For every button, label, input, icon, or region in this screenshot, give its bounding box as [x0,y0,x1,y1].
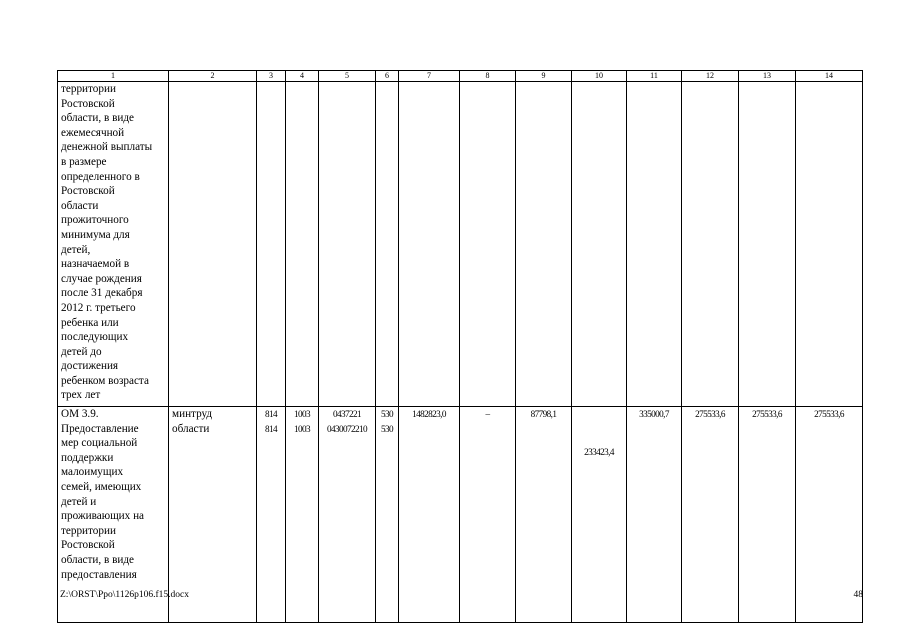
table-cell [169,82,257,407]
col-header: 4 [286,71,319,82]
table-cell [319,82,376,407]
table-cell [460,82,516,407]
table-cell [376,82,399,407]
col-header: 9 [516,71,572,82]
table-cell [796,82,863,407]
amount-cell: 275533,6 [682,407,739,623]
col-header: 5 [319,71,376,82]
measure-description: ОМ 3.9. Предоставление мер социальной поддержки малоимущих семей, имеющих детей и проживающих на территории Ростовской области, в виде предоставления [58,407,169,623]
col-header: 6 [376,71,399,82]
table-cell [399,82,460,407]
grbs-code-cell: 814 814 [257,407,286,623]
table-cell [627,82,682,407]
measure-description: территории Ростовской области, в виде ежемесячной денежной выплаты в размере определенного в Ростовской области прожиточного минимума для детей, назначаемой в случае рождения после 31 декабря 2012 г. третьего ребенка или последующих детей до достижения ребенком возраста трех лет [58,82,169,407]
col-header: 2 [169,71,257,82]
table-cell [286,82,319,407]
expense-type-cell: 530 530 [376,407,399,623]
col-header: 11 [627,71,682,82]
amount-value: 233423,4 [584,447,614,457]
amount-cell: 275533,6 [796,407,863,623]
table-cell [257,82,286,407]
budget-table [57,70,863,623]
col-header: 13 [739,71,796,82]
col-header: 14 [796,71,863,82]
total-amount-cell: 1482823,0 [399,407,460,623]
column-number-row [58,71,863,82]
amount-cell: 335000,7 [627,407,682,623]
table-cell [739,82,796,407]
table-row [58,82,863,407]
col-header: 10 [572,71,627,82]
amount-cell [572,407,627,623]
section-code-cell: 1003 1003 [286,407,319,623]
table-cell [516,82,572,407]
page-number: 48 [853,590,863,600]
target-article-cell: 0437221 0430072210 [319,407,376,623]
table-cell [572,82,627,407]
executor-cell: минтруд области [169,407,257,623]
table-cell [682,82,739,407]
col-header: 12 [682,71,739,82]
col-header: 8 [460,71,516,82]
col-header: 7 [399,71,460,82]
col-header: 3 [257,71,286,82]
col-header: 1 [58,71,169,82]
file-path-footer: Z:\ORST\Ppo\1126p106.f15.docx [60,590,189,600]
amount-cell: 275533,6 [739,407,796,623]
amount-cell: – [460,407,516,623]
amount-cell: 87798,1 [516,407,572,623]
